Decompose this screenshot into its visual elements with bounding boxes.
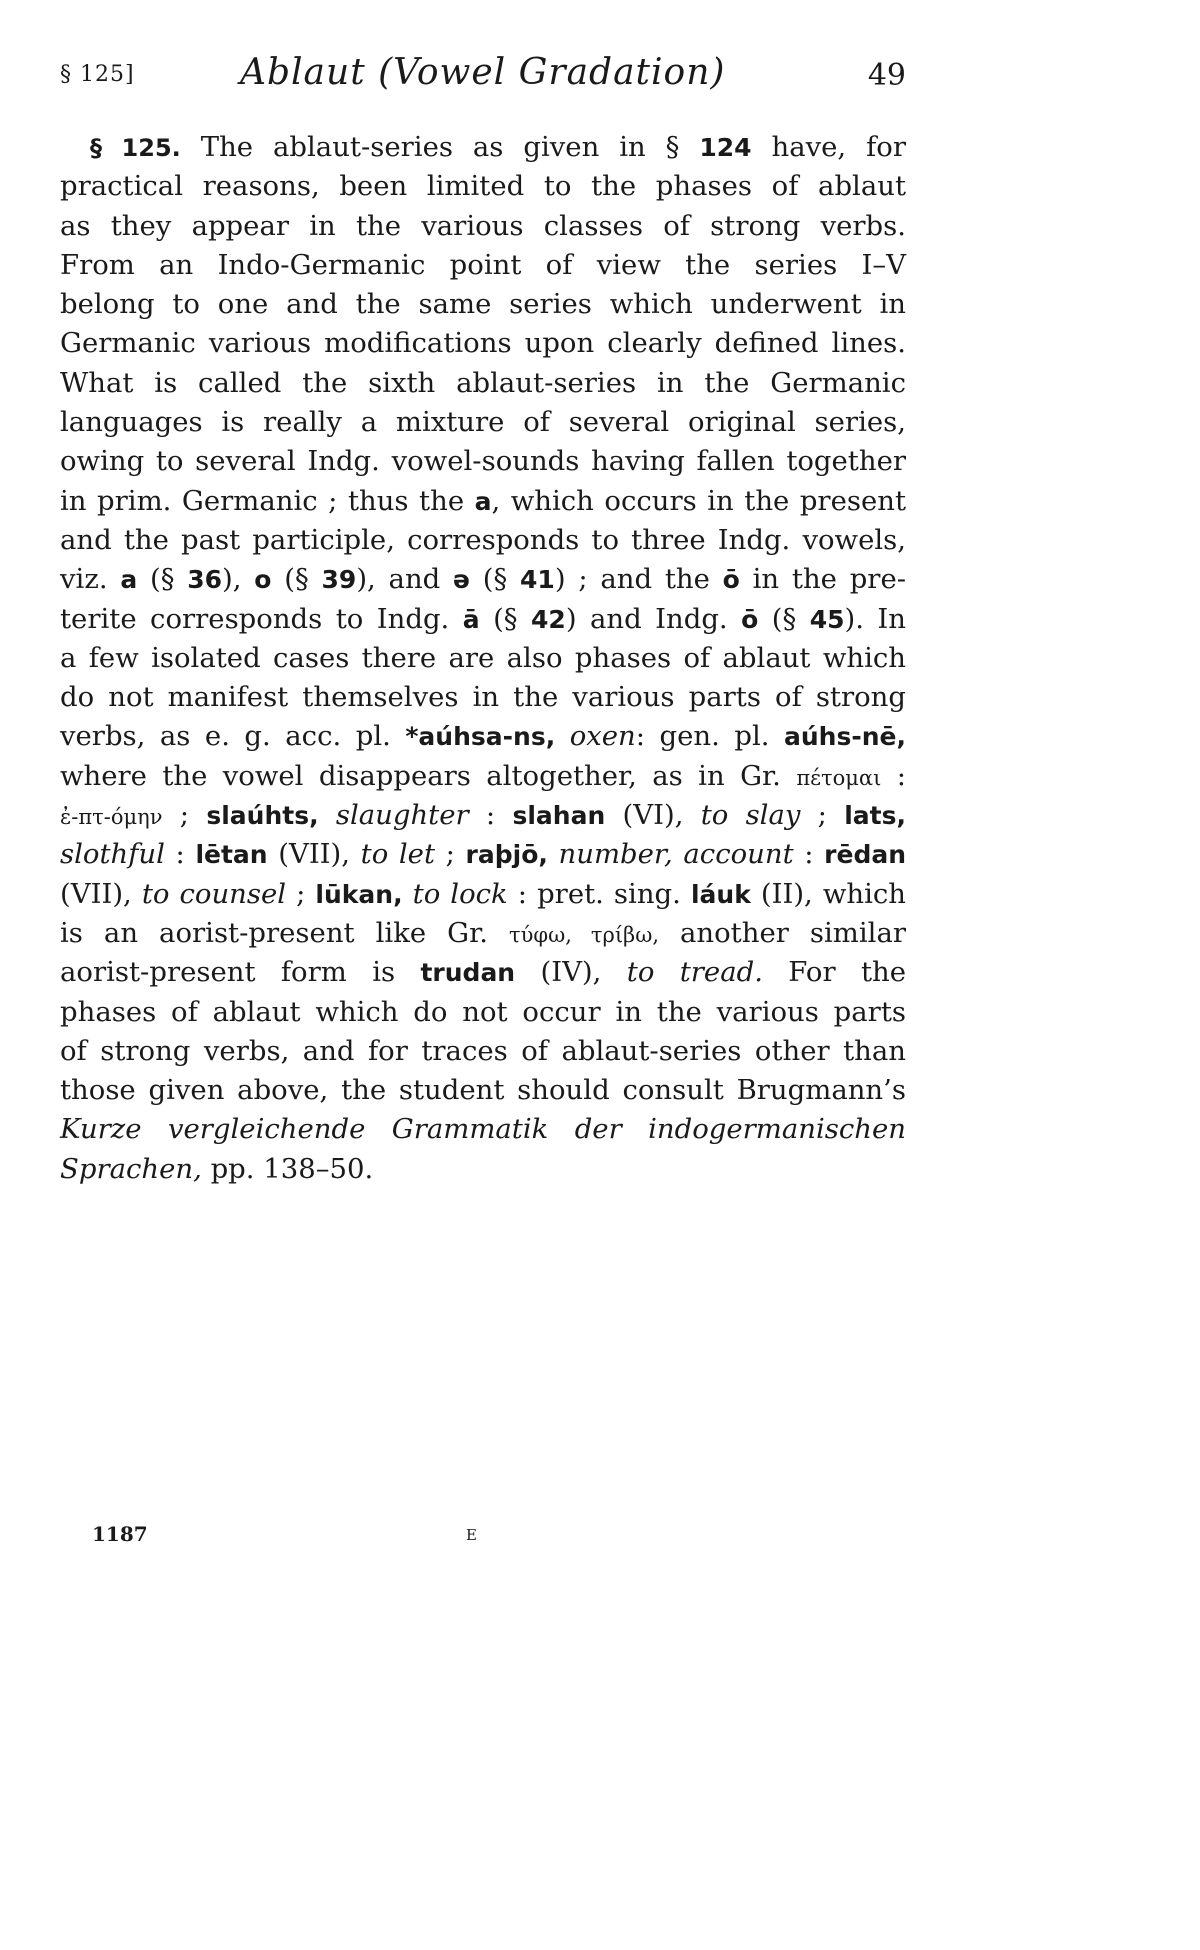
paragraph-125: [60, 128, 906, 1189]
text-run-i: to lock: [412, 877, 508, 910]
text-run: and the past participle, corresponds to three Indg. vowels,: [60, 523, 906, 556]
text-run-b: lats,: [844, 801, 906, 831]
text-line: [60, 717, 906, 756]
text-run: (VI),: [605, 799, 701, 832]
text-run: ), and: [356, 563, 454, 596]
text-run: (VII),: [60, 877, 142, 910]
text-run: From an Indo-Germanic point of view the series I–V: [60, 248, 906, 281]
text-line: [60, 757, 906, 796]
text-run: those given above, the student should consult Brugmann’s: [60, 1074, 906, 1107]
text-line: [60, 678, 906, 717]
text-run-b: lūkan,: [315, 879, 403, 909]
text-run-i: slaughter: [335, 799, 469, 832]
text-run: a few isolated cases there are also phases of ablaut which: [60, 641, 906, 674]
text-line: [60, 207, 906, 246]
text-line: [60, 1110, 906, 1149]
text-run: where the vowel disappears altogether, as in Gr.: [60, 759, 797, 792]
text-line: [60, 639, 906, 678]
text-run-secnum: § 125.: [90, 134, 181, 162]
text-line: [60, 1071, 906, 1110]
text-run: verbs, as e. g. acc. pl.: [60, 720, 406, 753]
text-run: ;: [162, 799, 207, 832]
text-run: [403, 878, 413, 910]
text-line: [60, 364, 906, 403]
running-head-title: Ablaut (Vowel Gradation): [240, 52, 726, 93]
text-run-b: 45: [809, 604, 845, 634]
text-run: ) ; and the: [554, 563, 723, 596]
text-run: , which occurs in the present: [491, 484, 906, 517]
text-run: : gen. pl.: [635, 720, 784, 753]
text-run: [555, 720, 570, 752]
text-run: (§: [470, 563, 521, 596]
text-run-b: ā: [462, 604, 480, 634]
text-run: as they appear in the various classes of strong verbs.: [60, 209, 906, 242]
running-head: [60, 52, 906, 102]
text-run-gk: ἐ-πτ-όμην: [60, 805, 163, 830]
text-run: ;: [435, 838, 466, 871]
text-run-b: slahan: [512, 801, 606, 831]
text-run: (§: [758, 602, 810, 635]
text-run: : pret. sing.: [507, 877, 691, 910]
text-line: [60, 128, 906, 167]
text-run: (VII),: [267, 838, 361, 871]
running-head-section: § 125]: [60, 62, 135, 87]
text-run: ). In: [844, 602, 906, 635]
text-run: viz.: [60, 563, 121, 596]
text-run: pp. 138–50.: [201, 1152, 374, 1185]
text-line: [60, 1150, 906, 1189]
text-line: [60, 914, 906, 953]
text-run: :: [164, 838, 196, 871]
text-run-b: láuk: [690, 879, 751, 909]
text-line: [60, 796, 906, 835]
text-run: aorist-present form is: [60, 956, 421, 989]
text-run: have, for: [751, 131, 906, 163]
page-number: 49: [867, 58, 906, 93]
text-line: [60, 875, 906, 914]
text-line: [60, 560, 906, 599]
text-run-b: 39: [321, 565, 357, 595]
text-run-i: number, account: [558, 838, 794, 871]
text-run: [319, 799, 336, 831]
text-run-i: Sprachen,: [60, 1152, 202, 1185]
text-run-b: *aúhsa-ns,: [405, 722, 556, 752]
text-run: in the pre-: [739, 563, 907, 596]
text-run-i: to counsel: [141, 877, 287, 910]
text-run-b: ō: [722, 565, 740, 595]
printer-signature-letter: E: [466, 1526, 477, 1544]
text-run-i: to slay: [700, 799, 801, 832]
text-line: [60, 953, 906, 992]
text-run-b: ə: [453, 565, 470, 595]
text-line: [60, 521, 906, 560]
text-line: [60, 482, 906, 521]
text-run: do not manifest themselves in the various parts of strong: [60, 681, 906, 714]
text-run-b: a: [120, 565, 138, 595]
text-run-b: o: [254, 565, 272, 595]
text-line: [60, 1032, 906, 1071]
text-run: ) and Indg.: [565, 602, 742, 635]
text-run-b: 42: [531, 604, 566, 634]
text-run: For the: [762, 956, 906, 989]
text-line: [60, 835, 906, 874]
text-run: (§: [479, 602, 532, 635]
printer-signature-number: 1187: [92, 1522, 148, 1546]
text-run-i: to let: [360, 838, 436, 871]
text-line: [60, 403, 906, 442]
text-run: belong to one and the same series which underwent in: [60, 288, 906, 321]
text-run: ),: [222, 563, 255, 596]
text-run-b: 124: [699, 133, 752, 162]
text-run-b: ō: [741, 604, 759, 634]
text-run: :: [881, 759, 906, 792]
text-line: [60, 324, 906, 363]
text-run: phases of ablaut which do not occur in the various parts: [60, 995, 906, 1028]
text-run: practical reasons, been limited to the phases of ablaut: [60, 170, 906, 203]
text-run-b: a: [474, 486, 492, 516]
text-run-b: trudan: [420, 958, 516, 988]
text-run: (§: [137, 563, 188, 596]
text-run: ;: [286, 877, 316, 910]
text-run-i: oxen: [569, 720, 636, 753]
text-run: in prim. Germanic ; thus the: [60, 484, 475, 517]
text-run-b: 36: [187, 565, 223, 595]
text-run-b: 41: [520, 565, 555, 595]
text-run: :: [793, 838, 825, 871]
text-run: (IV),: [515, 956, 627, 989]
text-run: :: [468, 799, 513, 832]
text-run: [548, 838, 559, 870]
text-line: [60, 442, 906, 481]
text-run: Germanic various modifications upon clearly defined lines.: [60, 327, 906, 360]
text-line: [60, 167, 906, 206]
text-run-i: to tread.: [626, 956, 763, 989]
text-run: What is called the sixth ablaut-series in the Germanic: [60, 366, 906, 399]
text-run-gk: τύφω, τρίβω,: [509, 922, 659, 947]
text-run: of strong verbs, and for traces of ablaut-series other than: [60, 1034, 906, 1067]
text-run-gk: πέτομαι: [796, 765, 882, 790]
text-run-b: aúhs-nē,: [784, 722, 906, 752]
text-run: The ablaut-series as given in §: [180, 131, 700, 163]
text-run-b: raþjō,: [465, 840, 548, 870]
text-run-b: rēdan: [824, 840, 907, 870]
text-run: terite corresponds to Indg.: [60, 602, 463, 635]
text-run: languages is really a mixture of several original series,: [60, 406, 906, 439]
text-run: (§: [271, 563, 322, 596]
text-line: [60, 285, 906, 324]
text-run-i: slothful: [60, 838, 165, 871]
text-run-b: lētan: [195, 840, 268, 870]
text-run: (II), which: [750, 877, 906, 910]
text-run: is an aorist-present like Gr.: [60, 916, 510, 949]
text-run-i: Kurze vergleichende Grammatik der indogermanischen: [60, 1113, 906, 1146]
text-run: another similar: [659, 916, 907, 949]
text-line: [60, 246, 906, 285]
text-line: [60, 993, 906, 1032]
text-run: owing to several Indg. vowel-sounds having fallen together: [60, 445, 906, 478]
text-line: [60, 600, 906, 639]
text-run-b: slaúhts,: [206, 801, 319, 831]
text-run: ;: [800, 799, 845, 832]
